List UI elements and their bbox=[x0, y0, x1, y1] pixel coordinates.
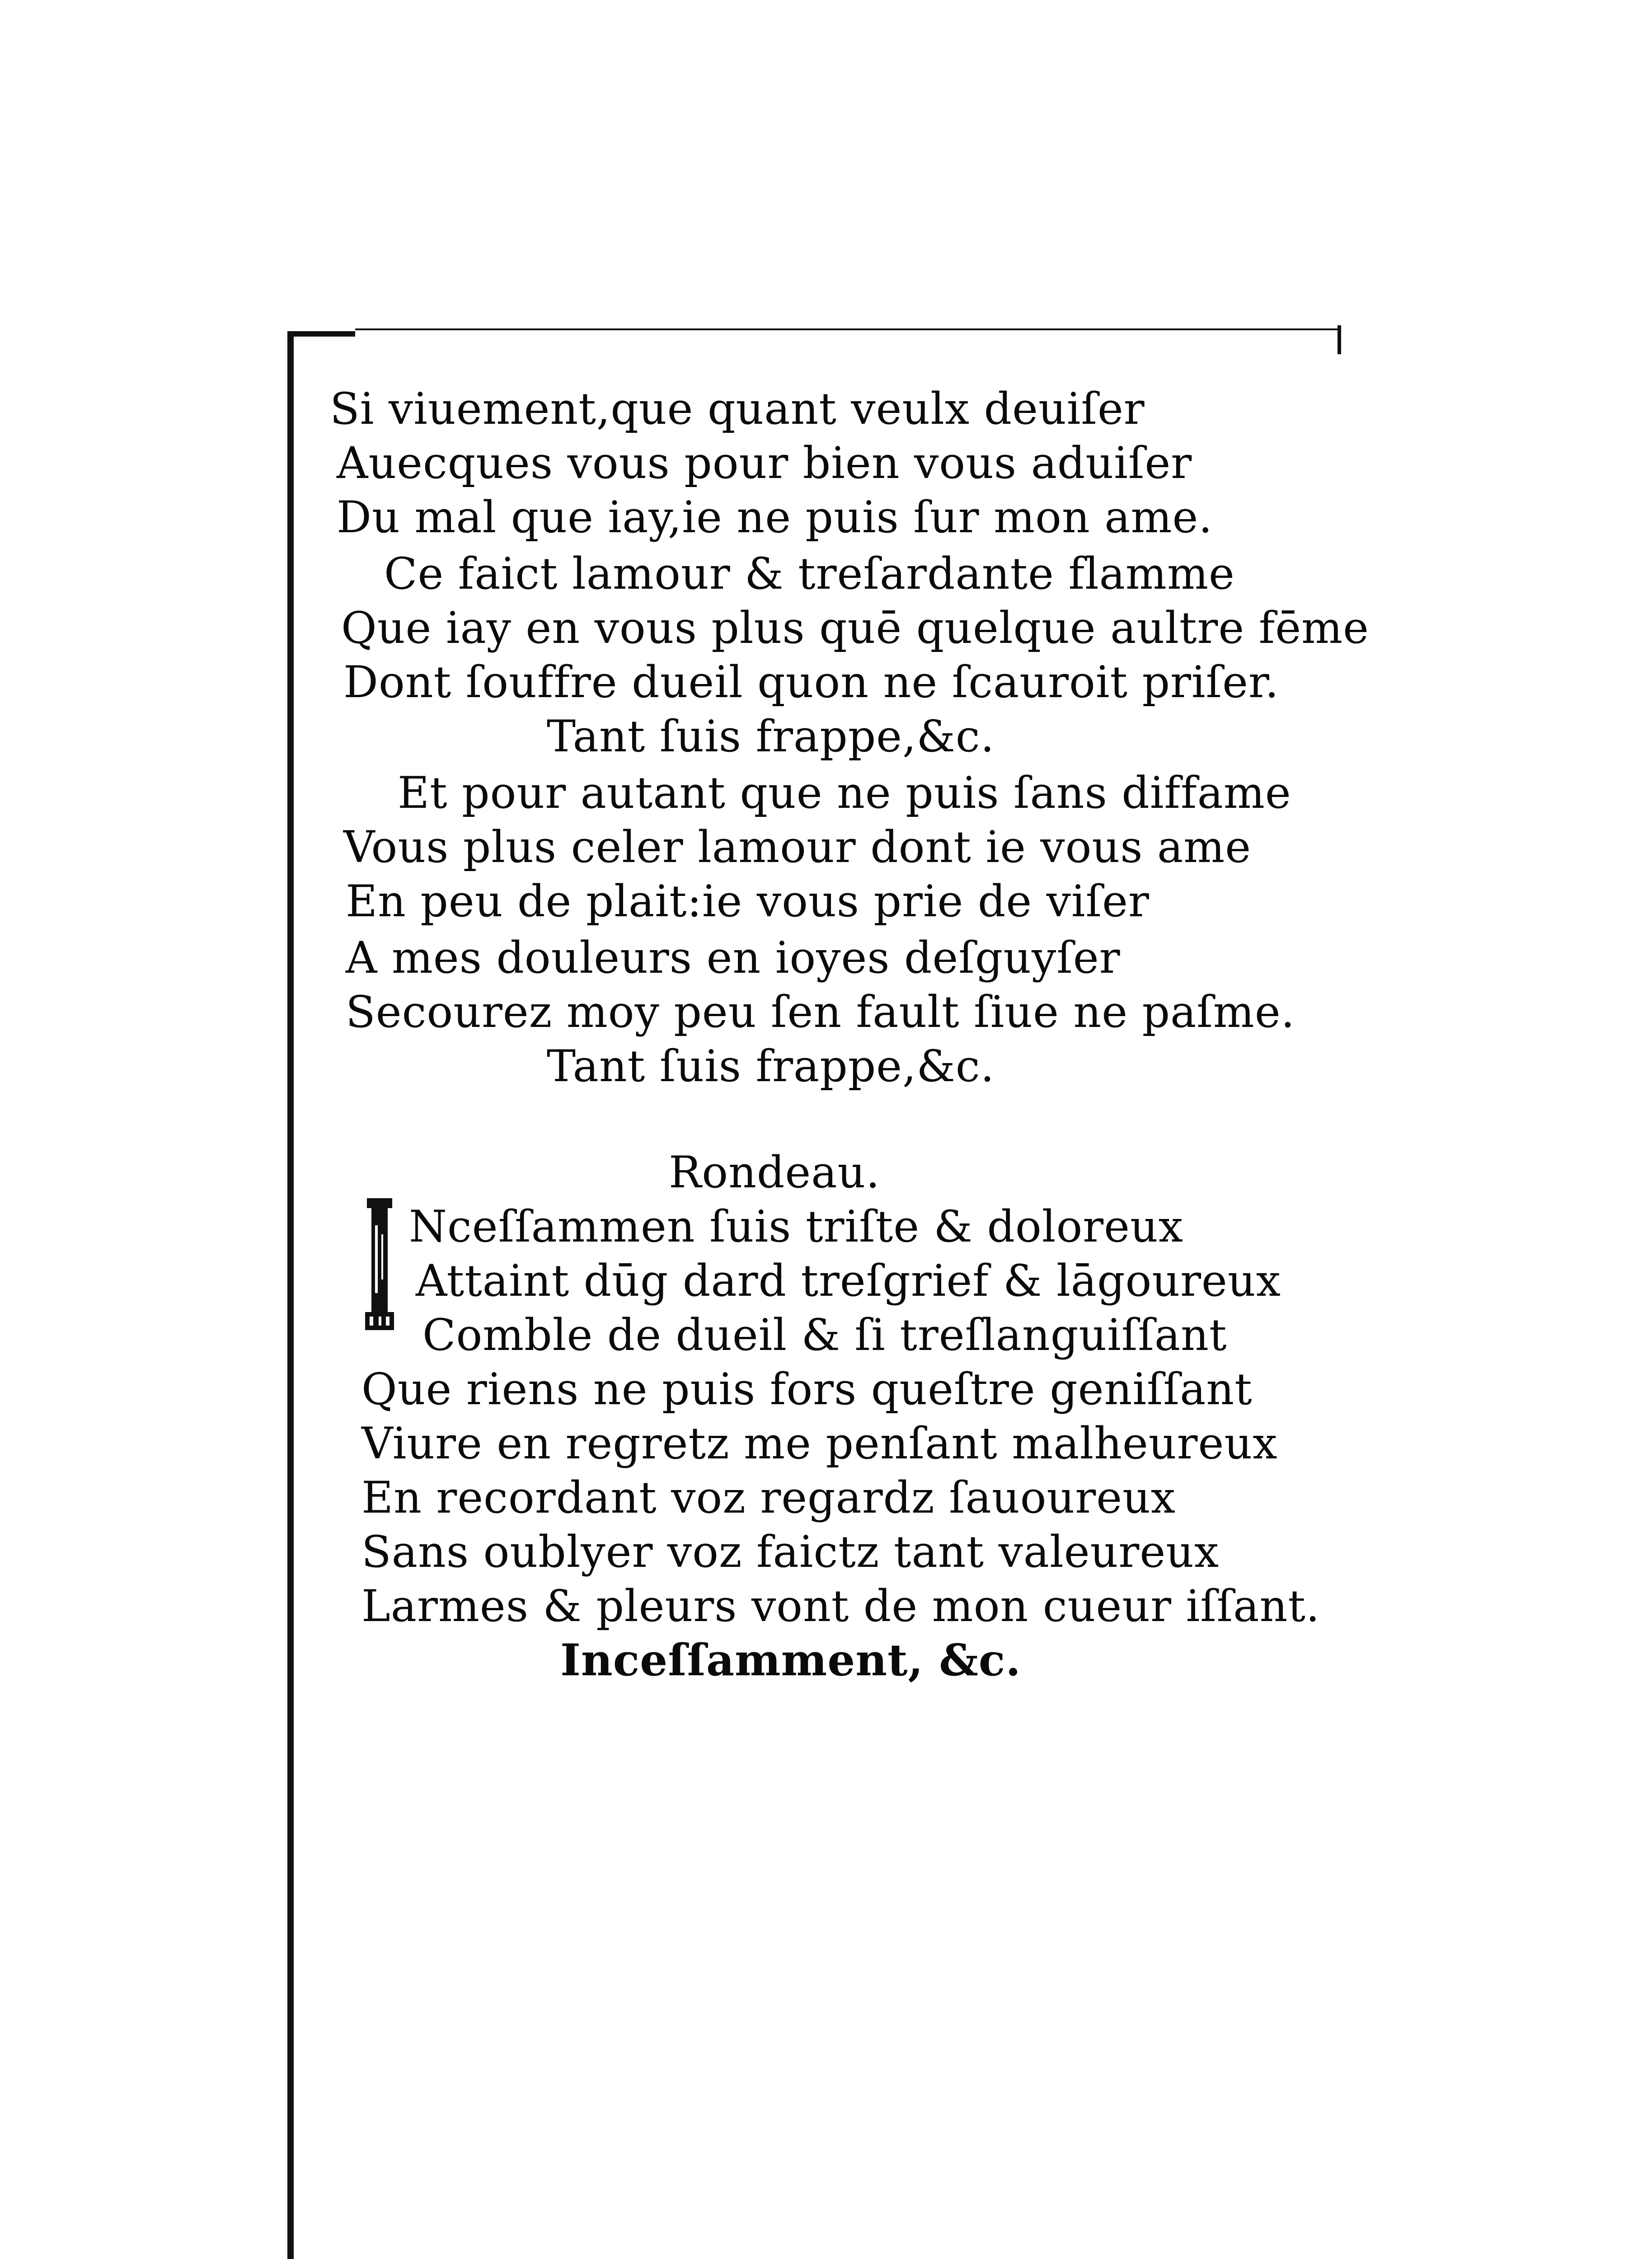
verse-line: A mes douleurs en ioyes deſguyſer bbox=[346, 933, 1121, 983]
verse-line: Nceſſammen ſuis triſte & doloreux bbox=[409, 1201, 1183, 1252]
verse-line: Auecques vous pour bien vous aduiſer bbox=[337, 438, 1192, 488]
verse-line: Que riens ne puis fors queſtre geniſſant bbox=[361, 1364, 1253, 1415]
verse-line: Sans oublyer voz faictz tant valeureux bbox=[361, 1527, 1220, 1577]
verse-line: Comble de dueil & ſi treſlanguiſſant bbox=[422, 1310, 1227, 1360]
refrain-line: Tant ſuis frappe,&c. bbox=[547, 1041, 995, 1092]
verse-line: Et pour autant que ne puis ſans diffame bbox=[398, 768, 1291, 818]
refrain-line: Tant ſuis frappe,&c. bbox=[547, 711, 995, 762]
verse-line: Attaint dūg dard treſgrief & lāgoureux bbox=[416, 1256, 1281, 1306]
verse-line: Du mal que iay,ie ne puis ſur mon ame. bbox=[337, 492, 1213, 543]
verse-line: Ce faict lamour & treſardante flamme bbox=[384, 548, 1235, 599]
verse-line: Viure en regretz me penſant malheureux bbox=[361, 1418, 1278, 1469]
section-title: Rondeau. bbox=[669, 1147, 880, 1198]
verse-line: En recordant voz regardz ſauoureux bbox=[361, 1472, 1176, 1523]
verse-line: Larmes & pleurs vont de mon cueur iſſant. bbox=[361, 1581, 1320, 1631]
verse-line: Si viuement,que quant veulx deuiſer bbox=[330, 384, 1145, 434]
refrain-line: Inceſſamment, &c. bbox=[560, 1635, 1021, 1686]
decorated-initial-i bbox=[365, 1198, 394, 1334]
verse-line: En peu de plait:ie vous prie de viſer bbox=[346, 876, 1150, 927]
verse-line: Que iay en vous plus quē quelque aultre fēme bbox=[341, 603, 1369, 653]
verse-line: Dont ſouffre dueil quon ne ſcauroit priſer. bbox=[343, 657, 1279, 708]
verse-line: Secourez moy peu ſen fault ſiue ne paſme. bbox=[346, 987, 1295, 1037]
verse-line: Vous plus celer lamour dont ie vous ame bbox=[343, 822, 1252, 872]
